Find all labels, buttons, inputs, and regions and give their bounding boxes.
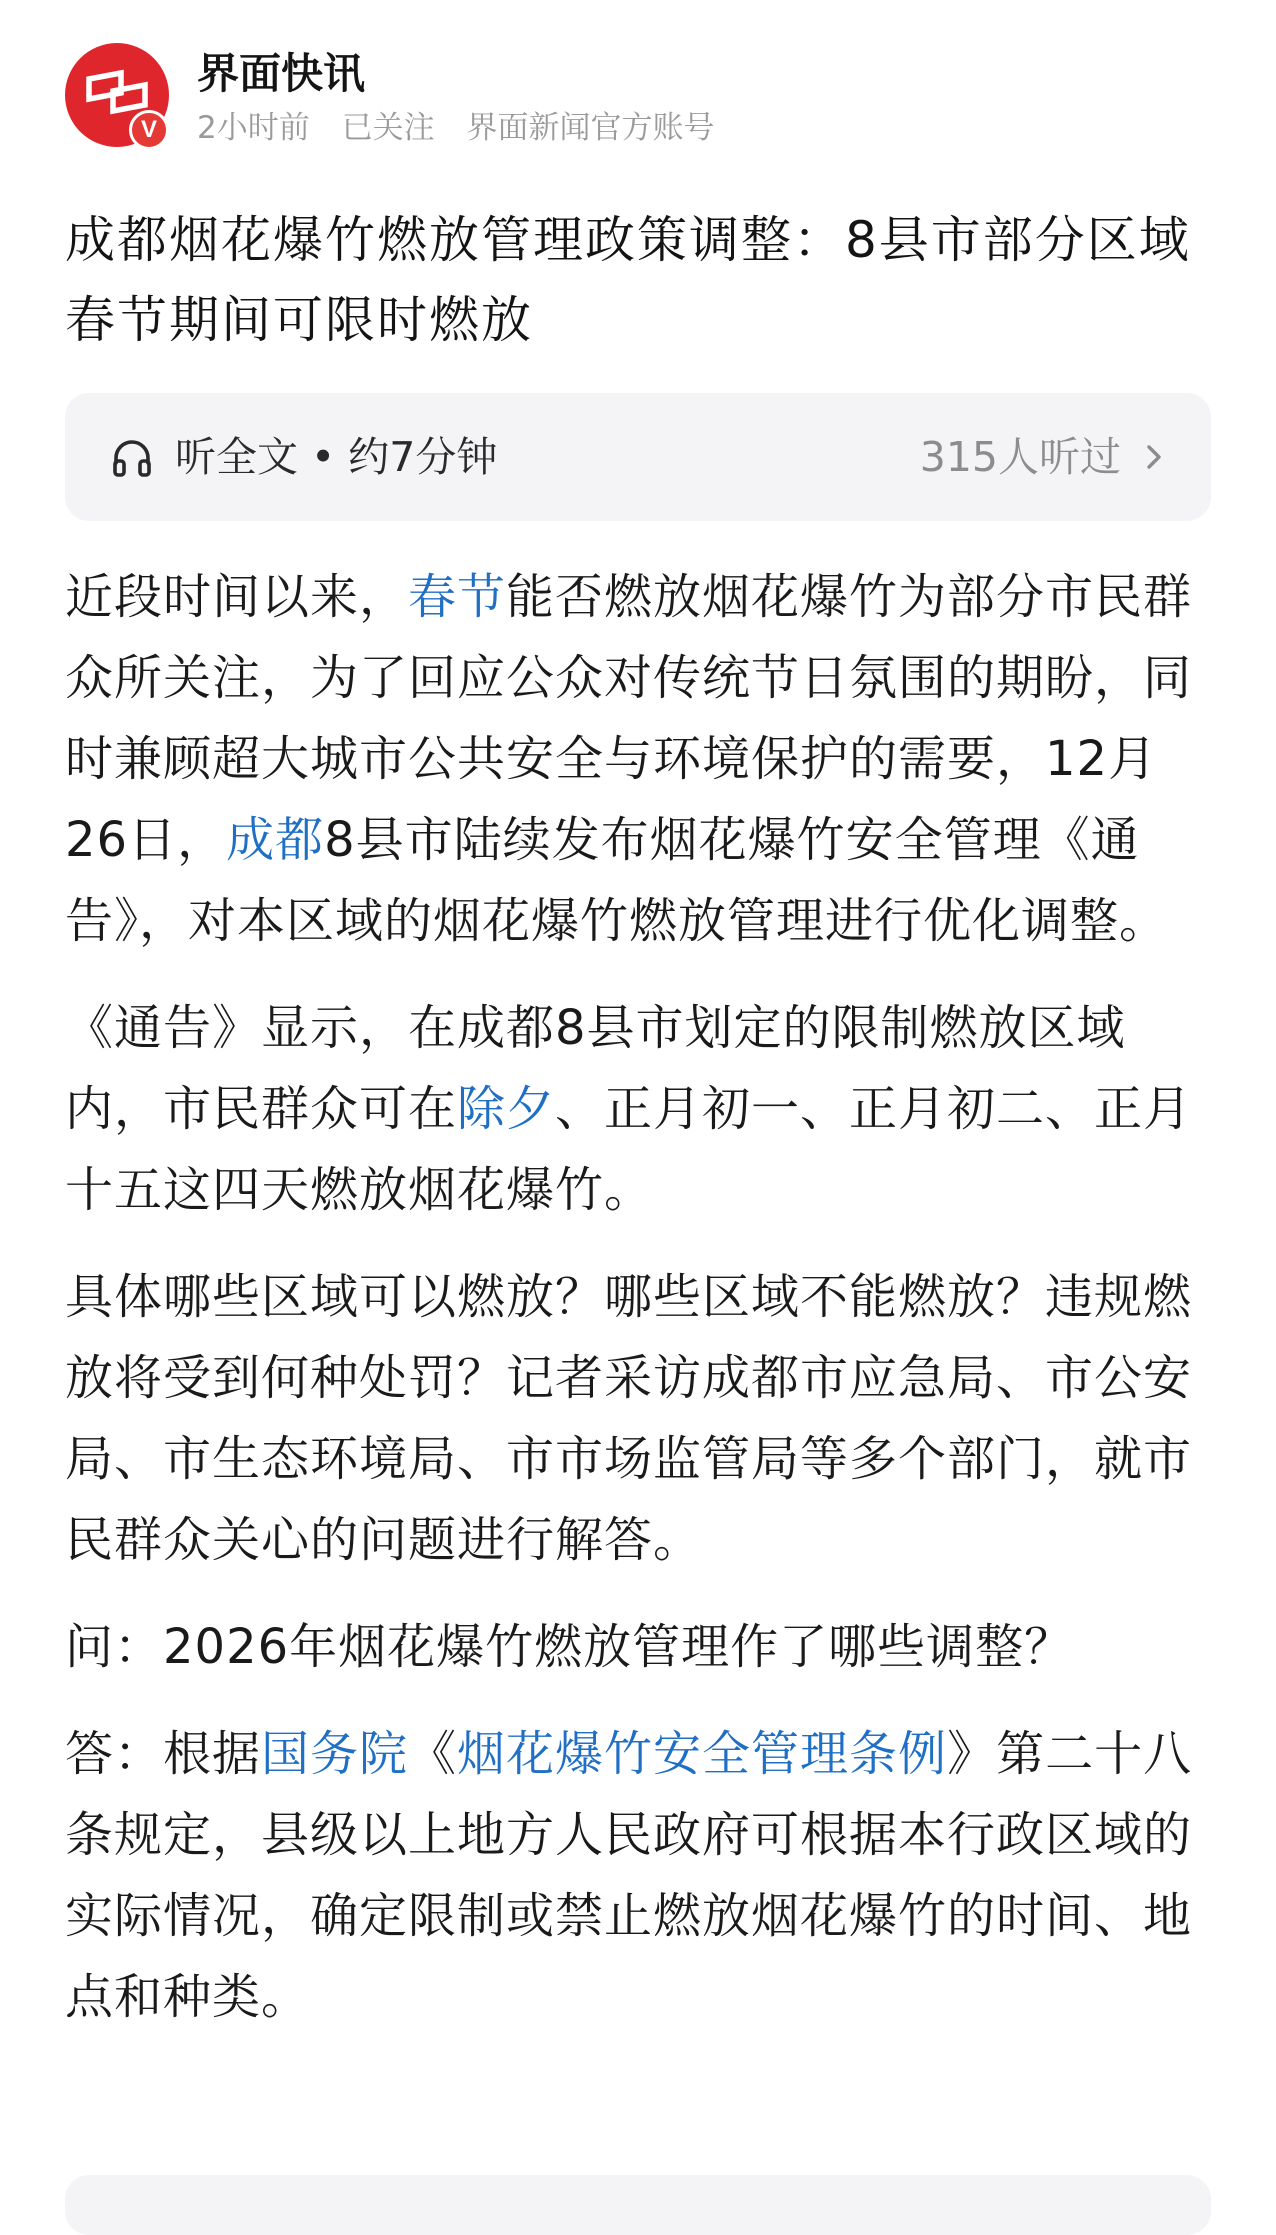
publish-time: 2小时前 (197, 110, 310, 146)
link-state-council[interactable]: 国务院 (261, 1726, 409, 1782)
link-spring-festival[interactable]: 春节 (408, 569, 507, 625)
next-content-card (65, 2175, 1211, 2235)
listen-count: 315人听过 (919, 433, 1121, 481)
paragraph-text: 能否燃放烟花爆竹为部分市民群众所关注，为了回应公众对传统节日氛围的期盼，同时兼顾超大城市公共安全与环境保护的需要，12月26日， (65, 569, 1193, 868)
paragraph-intro (65, 557, 1215, 962)
account-meta (197, 106, 736, 150)
account-avatar[interactable] (65, 43, 169, 147)
listen-label: 听全文 • 约7分钟 (175, 433, 498, 481)
paragraph-text: 问：2026年烟花爆竹燃放管理作了哪些调整？ (65, 1619, 1074, 1675)
verified-badge-icon: V (129, 110, 169, 150)
paragraph-text: 近段时间以来， (65, 569, 409, 625)
account-description: 界面新闻官方账号 (466, 110, 715, 146)
listen-full-text-button[interactable] (65, 393, 1211, 521)
link-new-years-eve[interactable]: 除夕 (457, 1081, 556, 1137)
headphones-icon (111, 437, 153, 479)
paragraph-text: 具体哪些区域可以燃放？哪些区域不能燃放？违规燃放将受到何种处罚？记者采访成都市应急局、市公安局、市生态环境局、市市场监管局等多个部门，就市民群众关心的问题进行解答。 (65, 1269, 1193, 1568)
article-title: 成都烟花爆竹燃放管理政策调整：8县市部分区域春节期间可限时燃放 (65, 211, 1191, 349)
paragraph-questions (65, 1257, 1215, 1581)
article-body (65, 557, 1215, 2064)
paragraph-text: 、正月初一、正月初二、正月十五这四天燃放烟花爆竹。 (65, 1081, 1193, 1218)
paragraph-answer-1 (65, 1714, 1215, 2038)
paragraph-notice (65, 988, 1215, 1231)
follow-status[interactable]: 已关注 (341, 110, 435, 146)
paragraph-text: 》第二十八条规定，县级以上地方人民政府可根据本行政区域的实际情况，确定限制或禁止燃放烟花爆竹的时间、地点和种类。 (65, 1726, 1193, 2025)
link-fireworks-regulation[interactable]: 烟花爆竹安全管理条例 (457, 1726, 948, 1782)
paragraph-text: 答：根据 (65, 1726, 262, 1782)
paragraph-text: 《通告》显示，在成都8县市划定的限制燃放区域内，市民群众可在 (65, 1000, 1126, 1137)
article-header (65, 40, 1215, 150)
paragraph-text: 8县市陆续发布烟花爆竹安全管理《通告》，对本区域的烟花爆竹燃放管理进行优化调整。 (65, 812, 1169, 949)
chevron-right-icon (1143, 440, 1165, 474)
link-chengdu[interactable]: 成都 (226, 812, 325, 868)
account-name[interactable]: 界面快讯 (197, 49, 366, 98)
paragraph-question-1 (65, 1607, 1215, 1688)
paragraph-text: 《 (408, 1726, 458, 1782)
